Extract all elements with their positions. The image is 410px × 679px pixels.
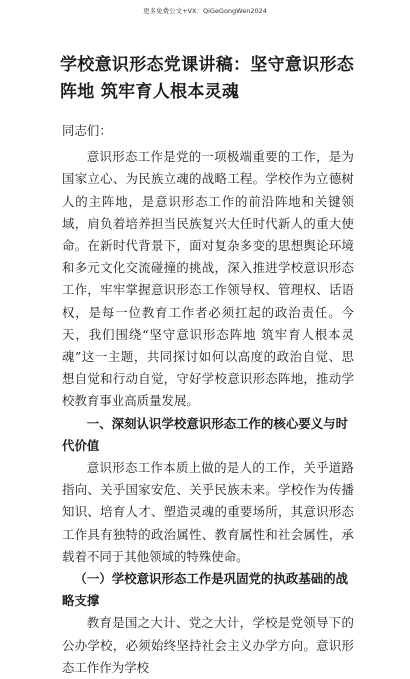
- intro-paragraph: 意识形态工作是党的一项极端重要的工作，是为国家立心、为民族立魂的战略工程。学校作为立德树人的主阵地，是意识形态工作的前沿阵地和关键领域，肩负着培养担当民族复兴大任时代新人的重大使命。在新时代背景下，面对复杂多变的思想舆论环境和多元文化交流碰撞的挑战，深入推进学校意识形态工作，牢牢掌握意识形态工作领导权、管理权、话语权，是每一位教育工作者必须扛起的政治责任。今天，我们围绕“坚守意识形态阵地 筑牢育人根本灵魂”这一主题，共同探讨如何以高度的政治自觉、思想自觉和行动自觉，守好学校意识形态阵地，推动学校教育事业高质量发展。: [62, 149, 354, 409]
- section-paragraph: 意识形态工作本质上做的是人的工作，关乎道路指向、关乎国家安危、关乎民族未来。学校作为传播知识、培育人才、塑造灵魂的重要场所，其意识形态工作具有独特的政治属性、教育属性和社会属性，承载着不同于其他领域的特殊使命。: [62, 460, 354, 564]
- subsection-paragraph: 教育是国之大计、党之大计，学校是党领导下的公办学校，必须始终坚持社会主义办学方向。意识形态工作作为学校: [62, 615, 354, 675]
- header-banner: 更多免费公文+VX：QiGeGongWen2024: [143, 7, 267, 15]
- salutation: 同志们：: [62, 123, 112, 138]
- document-title: 学校意识形态党课讲稿：坚守意识形态阵地 筑牢育人根本灵魂: [60, 55, 355, 102]
- document-body: [62, 120, 354, 679]
- subsection-heading: （一）学校意识形态工作是巩固党的执政基础的战略支撑: [62, 571, 349, 609]
- section-heading: 一、深刻认识学校意识形态工作的核心要义与时代价值: [62, 415, 349, 453]
